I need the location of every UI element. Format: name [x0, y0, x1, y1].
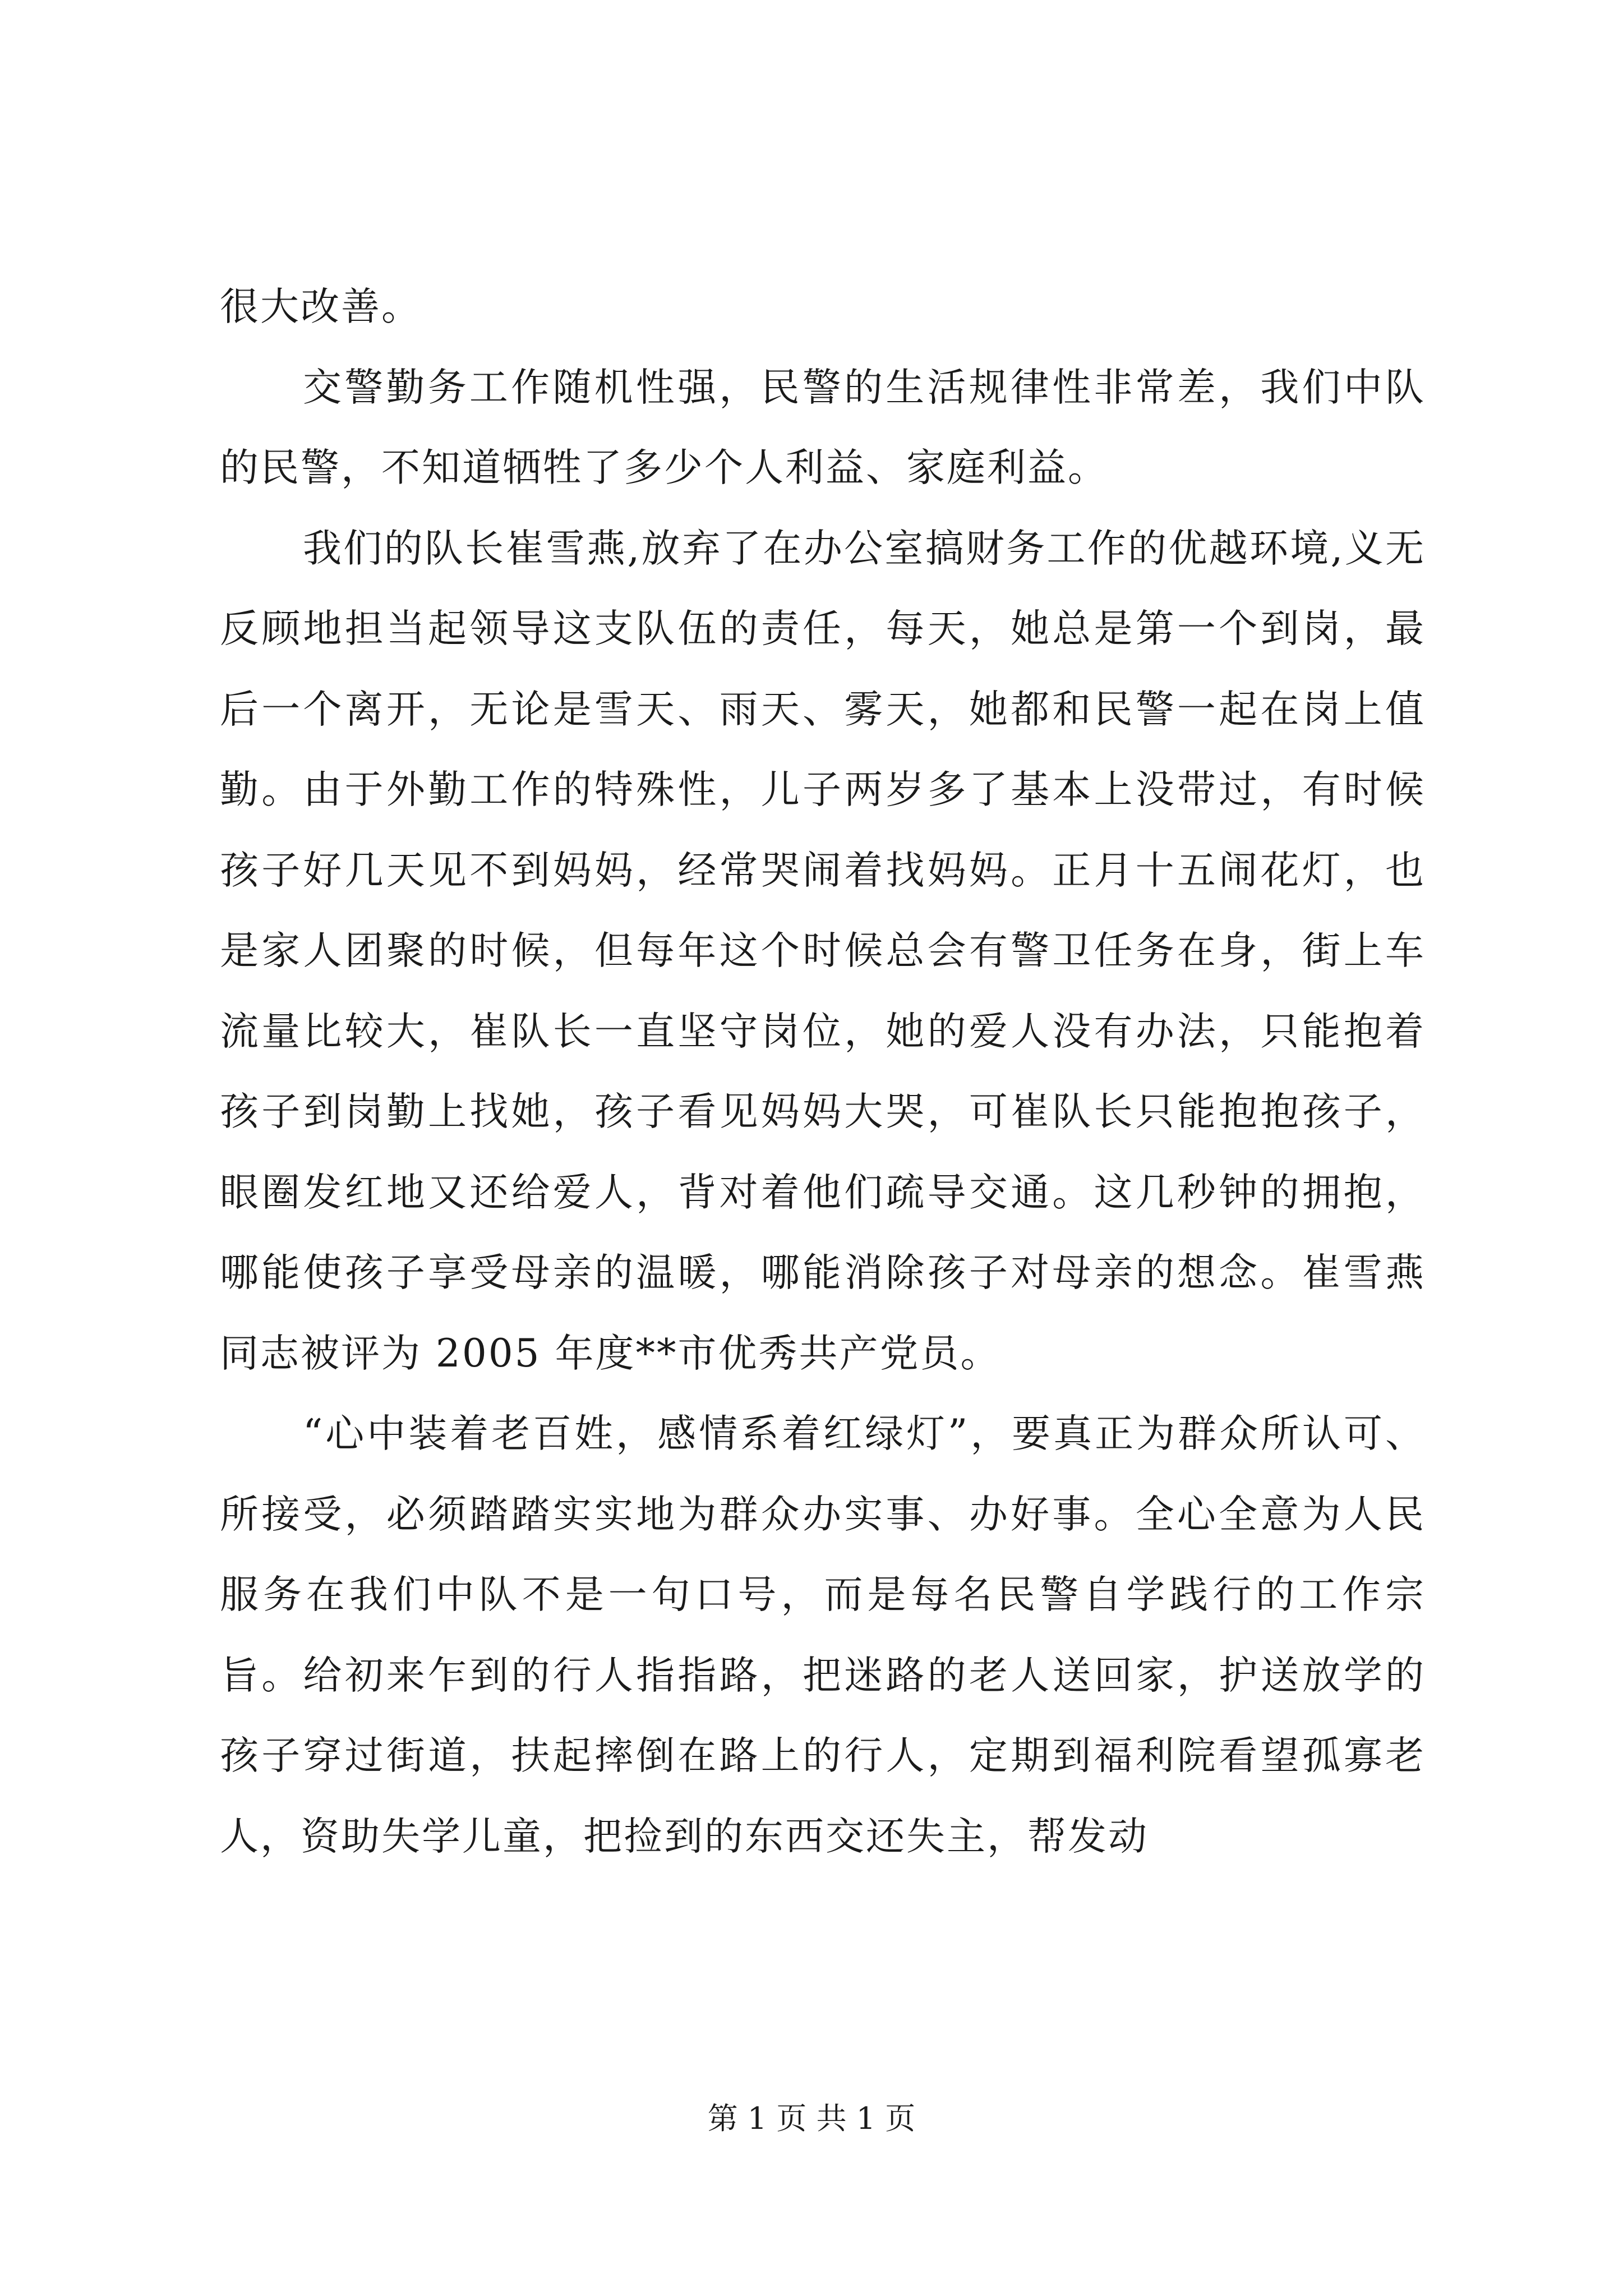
paragraph-continuation: 很大改善。 [220, 284, 422, 329]
paragraph-serve-people: “心中装着老百姓，感情系着红绿灯”，要真正为群众所认可、所接受，必须踏踏实实地为群众办实事、办好事。全心全意为人民服务在我们中队不是一句口号，而是每名民警自学践行的工作宗旨。给初来乍到的行人指指路，把迷路的老人送回家，护送放学的孩子穿过街道，扶起摔倒在路上的行人，定期到福利院看望孤寡老人，资助失学儿童，把捡到的东西交还失主，帮发动 [220, 1411, 1426, 1859]
paragraph-captain-cui: 我们的队长崔雪燕,放弃了在办公室搞财务工作的优越环境,义无反顾地担当起领导这支队伍的责任，每天，她总是第一个到岗，最后一个离开，无论是雪天、雨天、雾天，她都和民警一起在岗上值勤。由于外勤工作的特殊性，儿子两岁多了基本上没带过，有时候孩子好几天见不到妈妈，经常哭闹着找妈妈。正月十五闹花灯，也是家人团聚的时候，但每年这个时候总会有警卫任务在身，街上车流量比较大，崔队长一直坚守岗位，她的爱人没有办法，只能抱着孩子到岗勤上找她，孩子看见妈妈大哭，可崔队长只能抱抱孩子，眼圈发红地又还给爱人，背对着他们疏导交通。这几秒钟的拥抱，哪能使孩子享受母亲的温暖，哪能消除孩子对母亲的想念。崔雪燕同志被评为 2005 年度**市优秀共产党员。 [220, 526, 1426, 1376]
document-body [220, 267, 1426, 1877]
paragraph-duty-randomness: 交警勤务工作随机性强，民警的生活规律性非常差，我们中队的民警，不知道牺牲了多少个人利益、家庭利益。 [220, 365, 1426, 490]
page-footer: 第 1 页 共 1 页 [707, 2101, 916, 2136]
